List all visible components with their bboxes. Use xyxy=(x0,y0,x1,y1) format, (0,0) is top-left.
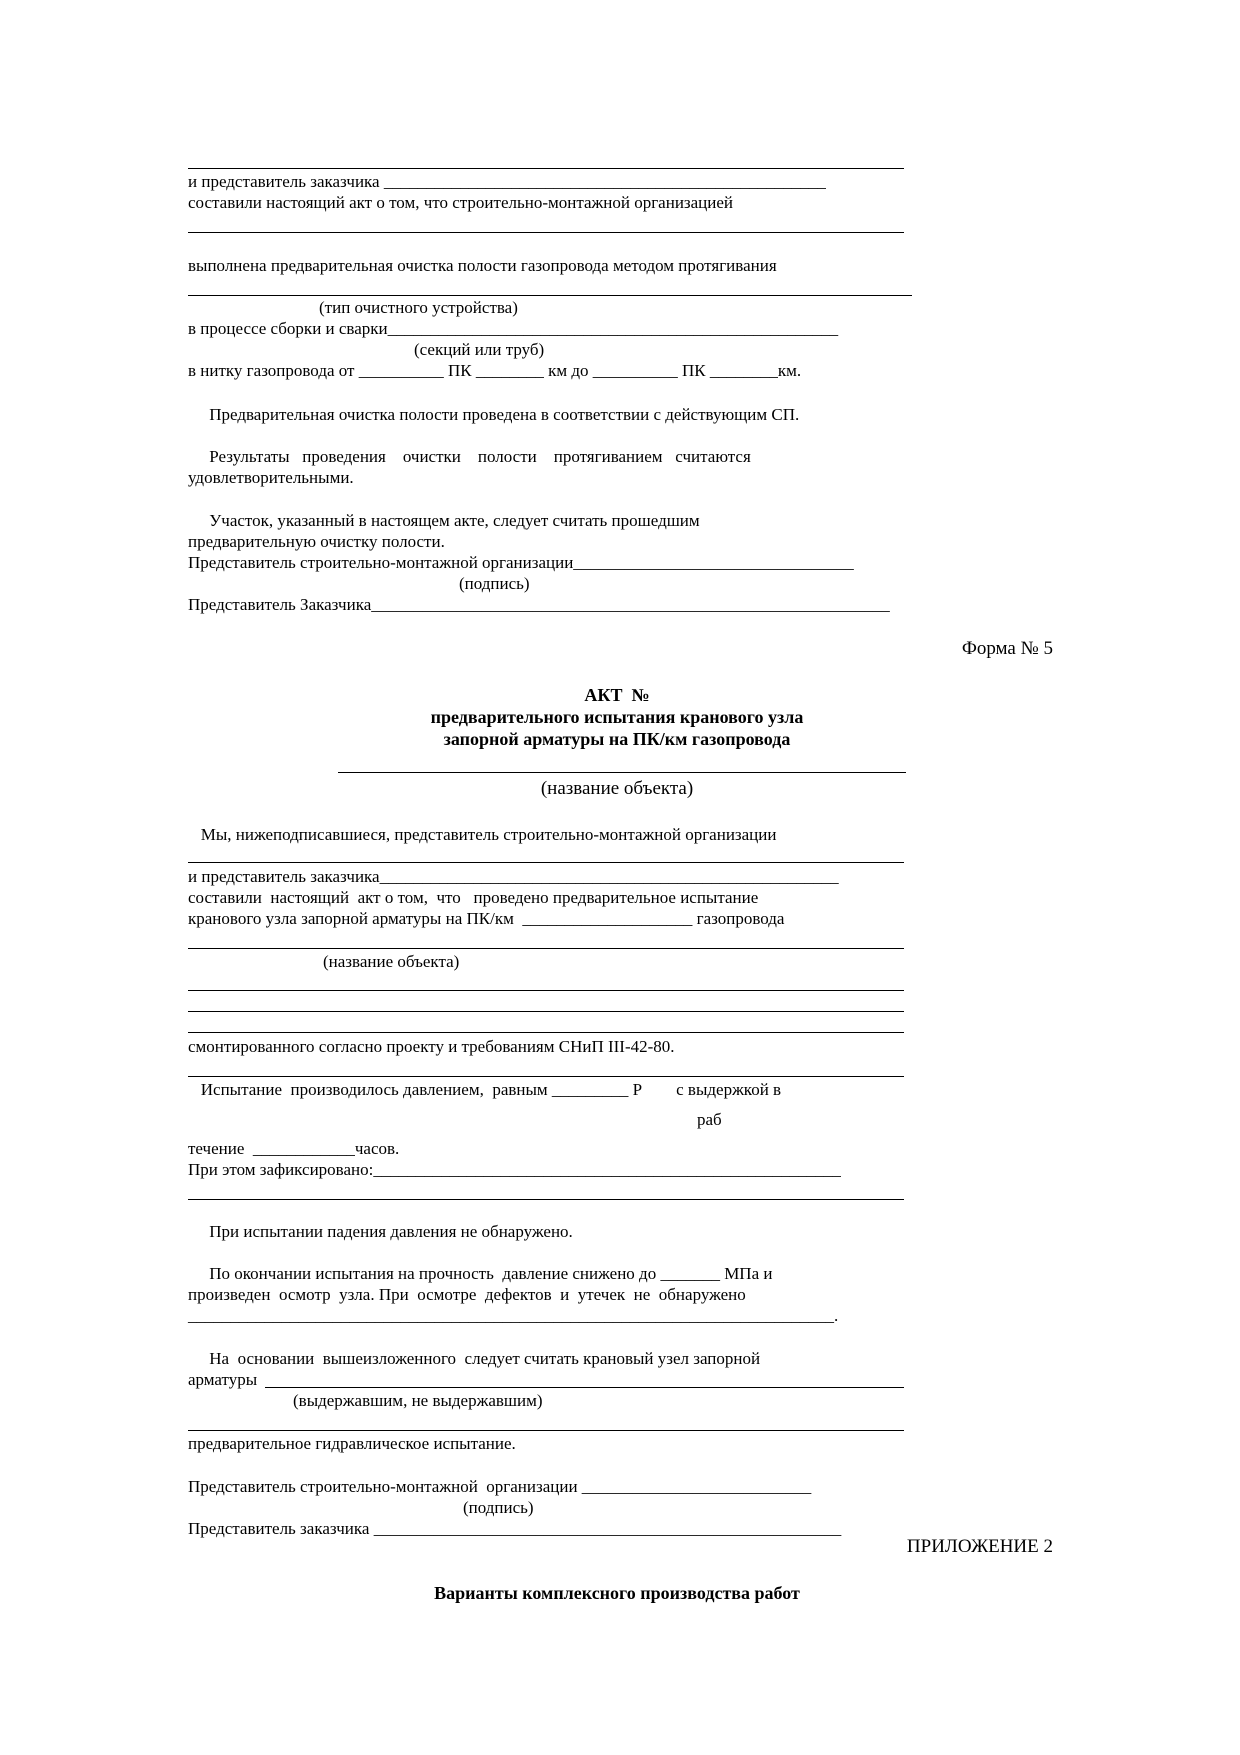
text-line-customer-rep: и представитель заказчика ____________________________________________________ xyxy=(188,172,826,191)
text-line-compiled: составили настоящий акт о том, что строительно-монтажной организацией xyxy=(188,193,734,212)
blank-line xyxy=(188,990,904,991)
text-line-customer-rep: и представитель заказчика______________________________________________________ xyxy=(188,867,839,886)
blank-line xyxy=(188,862,904,863)
form-number-label: Форма № 5 xyxy=(961,638,1053,659)
text-line-pipeline-range: в нитку газопровода от __________ ПК ________ км до __________ ПК ________км. xyxy=(188,361,802,380)
paragraph-end-test-c: ____________________________________________________________________________. xyxy=(188,1306,839,1325)
blank-line xyxy=(188,1199,904,1200)
caption-device-type: (тип очистного устройства) xyxy=(319,298,518,317)
text-line-hydro-test: предварительное гидравлическое испытание. xyxy=(188,1434,516,1453)
caption-signature: (подпись) xyxy=(459,574,530,593)
paragraph-results-b: удовлетворительными. xyxy=(188,468,354,487)
act-title: АКТ № xyxy=(584,685,650,705)
caption-sections: (секций или труб) xyxy=(414,340,545,359)
paragraph-basis-a: На основании вышеизложенного следует считать крановый узел запорной xyxy=(188,1349,761,1368)
blank-line xyxy=(188,295,912,296)
blank-line xyxy=(188,232,904,233)
signature-line-org: Представитель строительно-монтажной организации_________________________________ xyxy=(188,553,854,572)
paragraph-no-pressure-drop: При испытании падения давления не обнаружено. xyxy=(188,1222,573,1241)
text-line-duration: течение ____________часов. xyxy=(188,1139,400,1158)
text-line-compiled: составили настоящий акт о том, что проведено предварительное испытание xyxy=(188,888,759,907)
object-name-line xyxy=(338,772,906,773)
appendix-label: ПРИЛОЖЕНИЕ 2 xyxy=(906,1536,1053,1557)
blank-line xyxy=(188,1011,904,1012)
paragraph-section-b: предварительную очистку полости. xyxy=(188,532,445,551)
paragraph-results-a: Результаты проведения очистки полости протягиванием считаются xyxy=(188,447,751,466)
paragraph-basis-b: арматуры xyxy=(188,1370,258,1389)
act-subtitle-2: запорной арматуры на ПК/км газопровода xyxy=(443,729,791,749)
signature-line-customer: Представитель Заказчика_____________________________________________________________ xyxy=(188,595,890,614)
text-line-assembly: в процессе сборки и сварки_____________________________________________________ xyxy=(188,319,839,338)
paragraph-end-test-a: По окончании испытания на прочность давление снижено до _______ МПа и xyxy=(188,1264,773,1283)
signature-line-customer: Представитель заказчика _______________________________________________________ xyxy=(188,1519,842,1538)
paragraph-cleaning-compliance: Предварительная очистка полости проведена в соответствии с действующим СП. xyxy=(188,405,800,424)
paragraph-section-a: Участок, указанный в настоящем акте, следует считать прошедшим xyxy=(188,511,700,530)
text-line-cleaning: выполнена предварительная очистка полости газопровода методом протягивания xyxy=(188,256,777,275)
blank-line xyxy=(188,168,904,169)
caption-test-result: (выдержавшим, не выдержавшим) xyxy=(293,1391,543,1410)
blank-line xyxy=(188,1032,904,1033)
text-line-recorded: При этом зафиксировано:_______________________________________________________ xyxy=(188,1160,841,1179)
text-line-intro: Мы, нижеподписавшиеся, представитель строительно-монтажной организации xyxy=(188,825,777,844)
blank-line xyxy=(265,1387,904,1388)
blank-line xyxy=(188,1430,904,1431)
blank-line xyxy=(188,948,904,949)
act-subtitle-1: предварительного испытания кранового узла xyxy=(430,707,804,727)
text-line-crane-node: кранового узла запорной арматуры на ПК/км ____________________ газопровода xyxy=(188,909,785,928)
pressure-subscript: раб xyxy=(697,1110,722,1129)
caption-object-name: (название объекта) xyxy=(323,952,460,971)
object-name-caption: (название объекта) xyxy=(540,778,694,799)
blank-line xyxy=(188,1076,904,1077)
text-line-test-pressure: Испытание производилось давлением, равным _________ Р с выдержкой в xyxy=(188,1080,782,1099)
paragraph-end-test-b: произведен осмотр узла. При осмотре дефектов и утечек не обнаружено xyxy=(188,1285,746,1304)
text-line-mounted: смонтированного согласно проекту и требованиям СНиП III-42-80. xyxy=(188,1037,675,1056)
appendix-title: Варианты комплексного производства работ xyxy=(434,1583,800,1603)
signature-line-org: Представитель строительно-монтажной организации ___________________________ xyxy=(188,1477,812,1496)
caption-signature: (подпись) xyxy=(463,1498,534,1517)
